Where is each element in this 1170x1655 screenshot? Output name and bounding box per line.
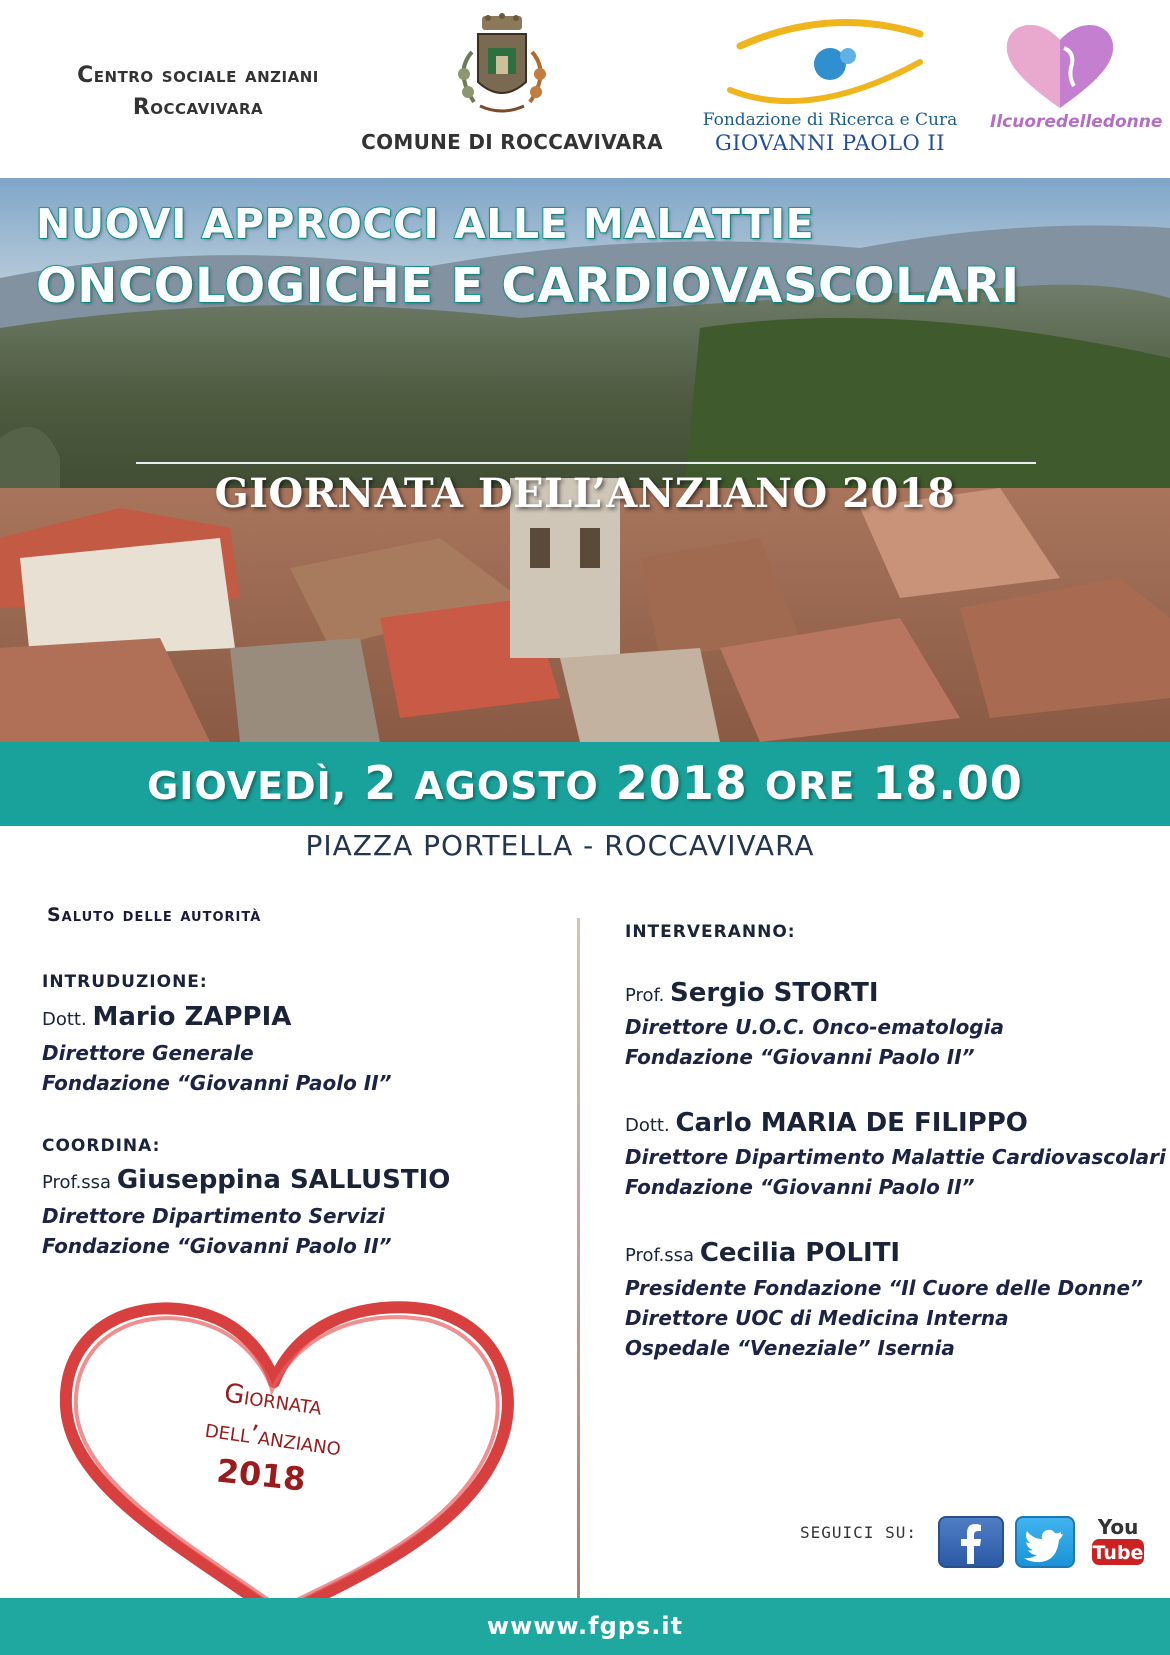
giornata-subtitle: GIORNATA DELL’ANZIANO 2018 <box>214 470 956 517</box>
comune-label: COMUNE DI ROCCAVIVARA <box>361 130 663 154</box>
coordina-title: Prof.ssa <box>42 1172 112 1193</box>
intro-title: Dott. <box>42 1009 87 1030</box>
intro-role1: Direttore Generale <box>42 1041 254 1065</box>
event-month: AGOSTO <box>414 764 599 808</box>
headline-line1: NUOVI APPROCCI ALLE MALATTIE <box>36 200 815 248</box>
date-band <box>0 742 1170 826</box>
speaker-1-name: Sergio STORTI <box>670 978 879 1008</box>
centro-line2: Roccavivara <box>132 95 264 120</box>
fondazione-line2: GIOVANNI PAOLO II <box>714 131 946 155</box>
event-ore: ORE <box>764 764 856 808</box>
headline-line2: ONCOLOGICHE E CARDIOVASCOLARI <box>36 258 1020 314</box>
heart-text-line1: Giornata <box>222 1378 324 1422</box>
intro-speaker <box>42 1002 291 1032</box>
facebook-icon[interactable] <box>938 1516 1004 1568</box>
speaker-2-role1: Direttore Dipartimento Malattie Cardiovascolari <box>625 1145 1166 1169</box>
speaker-2-role <box>625 1142 1166 1202</box>
event-time: 18.00 <box>872 756 1023 810</box>
saluto-autorita: Saluto delle autorità <box>47 904 262 926</box>
speaker-3-title: Prof.ssa <box>625 1245 695 1266</box>
speaker-1 <box>625 978 879 1008</box>
speaker-2-role2: Fondazione “Giovanni Paolo II” <box>625 1175 975 1199</box>
twitter-icon[interactable] <box>1015 1516 1075 1568</box>
event-venue: PIAZZA PORTELLA - ROCCAVIVARA <box>305 829 815 862</box>
hero-photo <box>0 178 1170 742</box>
centro-sociale-logo-text <box>28 60 368 124</box>
fondazione-line1: Fondazione di Ricerca e Cura <box>702 110 958 130</box>
cuore-delle-donne-heart-icon <box>1000 18 1120 113</box>
youtube-icon[interactable] <box>1088 1512 1148 1568</box>
heart-text-line2: dell’anziano <box>203 1413 343 1463</box>
speaker-3-role1: Presidente Fondazione “Il Cuore delle Donne” <box>625 1276 1143 1300</box>
seguici-label: SEGUICI SU: <box>800 1523 917 1542</box>
interveranno-label: INTERVERANNO: <box>625 922 796 942</box>
heart-text-line3: 2018 <box>214 1451 308 1499</box>
svg-text:You: You <box>1097 1515 1139 1539</box>
footer <box>0 1598 1170 1655</box>
event-date-num: 2 <box>364 756 398 810</box>
column-divider <box>577 918 580 1598</box>
youtube-logo-icon <box>1088 1512 1148 1568</box>
facebook-glyph-icon <box>940 1518 1002 1566</box>
coordina-role <box>42 1201 392 1261</box>
speaker-1-role1: Direttore U.O.C. Onco-ematologia <box>625 1015 1004 1039</box>
speaker-3-role3: Ospedale “Veneziale” Isernia <box>625 1336 955 1360</box>
speaker-1-role <box>625 1012 1004 1072</box>
centro-line1: Centro sociale anziani <box>77 63 319 88</box>
speaker-1-role2: Fondazione “Giovanni Paolo II” <box>625 1045 975 1069</box>
coordina-label: COORDINA: <box>42 1136 161 1156</box>
event-day: GIOVEDÌ, <box>147 764 348 808</box>
svg-text:Tube: Tube <box>1092 1542 1144 1564</box>
coordina-speaker <box>42 1165 450 1195</box>
speaker-1-title: Prof. <box>625 985 665 1006</box>
speaker-3 <box>625 1238 900 1268</box>
header <box>0 0 1170 178</box>
fondazione-eye-logo-icon <box>720 12 940 112</box>
speaker-3-role <box>625 1273 1143 1363</box>
twitter-bird-icon <box>1017 1518 1073 1566</box>
footer-url-link[interactable]: wwww.fgps.it <box>486 1612 684 1640</box>
speaker-2-name: Carlo MARIA DE FILIPPO <box>675 1108 1028 1138</box>
intro-name: Mario ZAPPIA <box>92 1002 292 1032</box>
hero-divider <box>136 462 1036 464</box>
coordina-role1: Direttore Dipartimento Servizi <box>42 1204 385 1228</box>
heart-graphic-icon <box>60 1286 520 1626</box>
speaker-3-role2: Direttore UOC di Medicina Interna <box>625 1306 1009 1330</box>
event-date-time <box>0 756 1170 810</box>
coordina-role2: Fondazione “Giovanni Paolo II” <box>42 1234 392 1258</box>
introduzione-label: INTRUDUZIONE: <box>42 972 208 992</box>
speaker-2-title: Dott. <box>625 1115 670 1136</box>
intro-role2: Fondazione “Giovanni Paolo II” <box>42 1071 392 1095</box>
speaker-2 <box>625 1108 1028 1138</box>
event-year: 2018 <box>615 756 748 810</box>
cuore-delle-donne-label: Ilcuoredelledonne <box>990 112 1163 132</box>
intro-role <box>42 1038 392 1098</box>
coordina-name: Giuseppina SALLUSTIO <box>116 1165 451 1195</box>
comune-crest-icon <box>444 12 560 120</box>
speaker-3-name: Cecilia POLITI <box>699 1238 901 1268</box>
